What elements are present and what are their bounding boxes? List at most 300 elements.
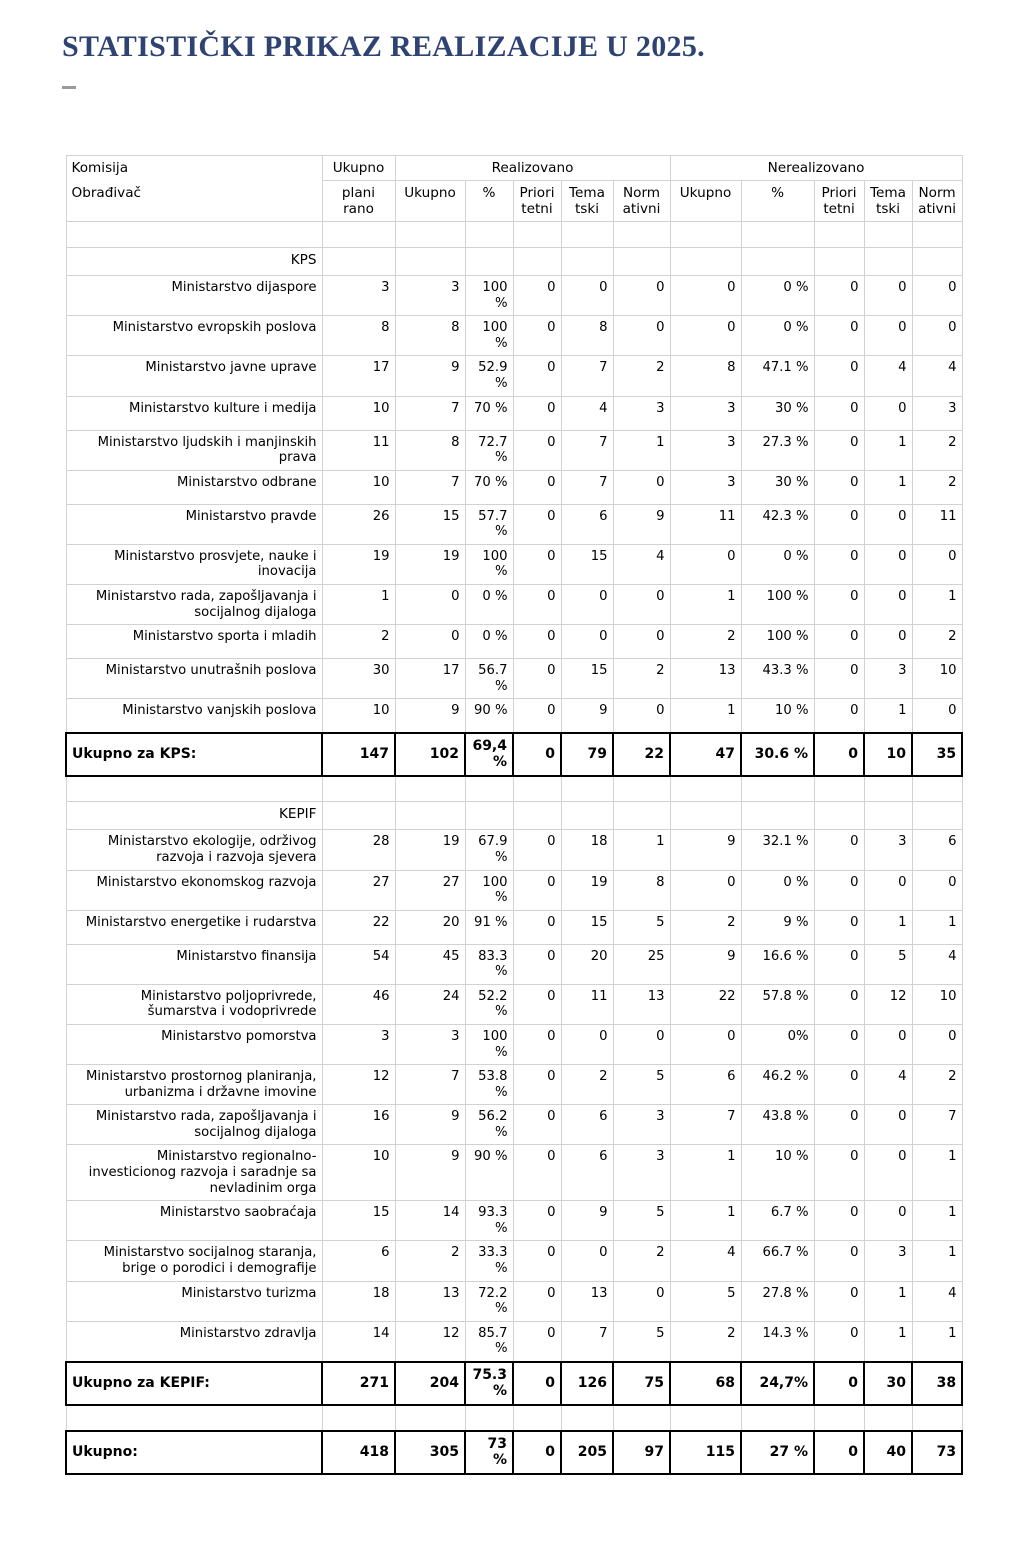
cell-nerealizovano-prioritetni: 0 xyxy=(814,430,864,470)
cell-realizovano-ukupno: 7 xyxy=(395,1065,465,1105)
cell-nerealizovano-normativni: 11 xyxy=(912,504,962,544)
cell-nerealizovano-tematski: 30 xyxy=(864,1362,912,1405)
cell-realizovano-prioritetni: 0 xyxy=(513,1431,561,1474)
cell-nerealizovano-tematski: 3 xyxy=(864,830,912,870)
ministry-name: Ministarstvo socijalnog staranja, brige o porodici i demografije xyxy=(66,1241,322,1281)
cell-realizovano-prioritetni: 0 xyxy=(513,984,561,1024)
section-spacer-row xyxy=(66,776,962,802)
cell-realizovano-ukupno: 17 xyxy=(395,659,465,699)
cell-realizovano-percent: 69,4 % xyxy=(465,733,513,776)
cell-nerealizovano-prioritetni: 0 xyxy=(814,544,864,584)
empty-cell xyxy=(513,776,561,802)
cell-realizovano-ukupno: 7 xyxy=(395,470,465,504)
ministry-name: Ministarstvo dijaspore xyxy=(66,276,322,316)
table-header xyxy=(66,156,962,222)
header-realizovano-ukupno: Ukupno xyxy=(395,181,465,222)
cell-realizovano-prioritetni: 0 xyxy=(513,504,561,544)
cell-nerealizovano-percent: 0 % xyxy=(741,276,814,316)
ministry-name: Ministarstvo ljudskih i manjinskih prava xyxy=(66,430,322,470)
cell-nerealizovano-normativni: 0 xyxy=(912,544,962,584)
table-row xyxy=(66,276,962,316)
ministry-name: Ministarstvo finansija xyxy=(66,944,322,984)
cell-nerealizovano-ukupno: 2 xyxy=(670,625,741,659)
empty-cell xyxy=(864,776,912,802)
cell-nerealizovano-prioritetni: 0 xyxy=(814,1431,864,1474)
cell-nerealizovano-tematski: 0 xyxy=(864,870,912,910)
cell-planirano: 6 xyxy=(322,1241,395,1281)
cell-nerealizovano-prioritetni: 0 xyxy=(814,276,864,316)
empty-cell xyxy=(864,802,912,830)
table-row xyxy=(66,430,962,470)
empty-cell xyxy=(670,248,741,276)
cell-realizovano-percent: 53.8 % xyxy=(465,1065,513,1105)
empty-cell xyxy=(465,802,513,830)
cell-realizovano-prioritetni: 0 xyxy=(513,430,561,470)
cell-realizovano-ukupno: 20 xyxy=(395,910,465,944)
cell-realizovano-normativni: 3 xyxy=(613,396,670,430)
cell-nerealizovano-normativni: 10 xyxy=(912,984,962,1024)
ministry-name: Ministarstvo prostornog planiranja, urbanizma i državne imovine xyxy=(66,1065,322,1105)
cell-planirano: 15 xyxy=(322,1201,395,1241)
empty-cell xyxy=(864,222,912,248)
cell-nerealizovano-tematski: 3 xyxy=(864,659,912,699)
cell-realizovano-tematski: 6 xyxy=(561,1145,613,1201)
cell-realizovano-percent: 85.7 % xyxy=(465,1321,513,1362)
cell-nerealizovano-prioritetni: 0 xyxy=(814,1362,864,1405)
ministry-name: Ministarstvo vanjskih poslova xyxy=(66,699,322,733)
empty-cell xyxy=(670,222,741,248)
cell-realizovano-ukupno: 12 xyxy=(395,1321,465,1362)
total-row xyxy=(66,1431,962,1474)
cell-realizovano-normativni: 0 xyxy=(613,625,670,659)
cell-realizovano-prioritetni: 0 xyxy=(513,544,561,584)
cell-nerealizovano-percent: 47.1 % xyxy=(741,356,814,396)
cell-nerealizovano-prioritetni: 0 xyxy=(814,470,864,504)
cell-nerealizovano-normativni: 2 xyxy=(912,430,962,470)
cell-planirano: 3 xyxy=(322,1025,395,1065)
cell-planirano: 18 xyxy=(322,1281,395,1321)
table-row xyxy=(66,504,962,544)
table-row xyxy=(66,910,962,944)
cell-nerealizovano-normativni: 0 xyxy=(912,870,962,910)
cell-nerealizovano-tematski: 0 xyxy=(864,1145,912,1201)
cell-nerealizovano-ukupno: 11 xyxy=(670,504,741,544)
empty-cell xyxy=(613,1405,670,1431)
cell-nerealizovano-percent: 27 % xyxy=(741,1431,814,1474)
cell-nerealizovano-ukupno: 115 xyxy=(670,1431,741,1474)
cell-nerealizovano-normativni: 1 xyxy=(912,1321,962,1362)
cell-planirano: 10 xyxy=(322,470,395,504)
cell-realizovano-percent: 70 % xyxy=(465,396,513,430)
cell-realizovano-percent: 0 % xyxy=(465,625,513,659)
empty-cell xyxy=(561,802,613,830)
cell-nerealizovano-normativni: 3 xyxy=(912,396,962,430)
cell-realizovano-ukupno: 15 xyxy=(395,504,465,544)
header-planirano: plani rano xyxy=(322,181,395,222)
empty-cell xyxy=(670,1405,741,1431)
cell-realizovano-prioritetni: 0 xyxy=(513,585,561,625)
cell-nerealizovano-percent: 0 % xyxy=(741,544,814,584)
empty-cell xyxy=(395,1405,465,1431)
cell-nerealizovano-percent: 100 % xyxy=(741,625,814,659)
cell-realizovano-percent: 56.7 % xyxy=(465,659,513,699)
cell-nerealizovano-normativni: 4 xyxy=(912,1281,962,1321)
cell-nerealizovano-tematski: 0 xyxy=(864,316,912,356)
cell-nerealizovano-prioritetni: 0 xyxy=(814,910,864,944)
cell-realizovano-tematski: 9 xyxy=(561,699,613,733)
empty-cell xyxy=(561,248,613,276)
cell-nerealizovano-prioritetni: 0 xyxy=(814,830,864,870)
cell-nerealizovano-tematski: 0 xyxy=(864,544,912,584)
cell-planirano: 418 xyxy=(322,1431,395,1474)
cell-nerealizovano-ukupno: 1 xyxy=(670,1201,741,1241)
cell-nerealizovano-prioritetni: 0 xyxy=(814,1145,864,1201)
cell-realizovano-normativni: 75 xyxy=(613,1362,670,1405)
cell-nerealizovano-percent: 10 % xyxy=(741,1145,814,1201)
table-row xyxy=(66,1281,962,1321)
cell-nerealizovano-tematski: 0 xyxy=(864,585,912,625)
cell-realizovano-percent: 73 % xyxy=(465,1431,513,1474)
cell-nerealizovano-ukupno: 0 xyxy=(670,276,741,316)
cell-realizovano-prioritetni: 0 xyxy=(513,659,561,699)
cell-realizovano-percent: 90 % xyxy=(465,1145,513,1201)
cell-realizovano-prioritetni: 0 xyxy=(513,625,561,659)
cell-nerealizovano-normativni: 1 xyxy=(912,1241,962,1281)
statistics-table xyxy=(65,155,963,1475)
cell-planirano: 147 xyxy=(322,733,395,776)
cell-realizovano-prioritetni: 0 xyxy=(513,910,561,944)
empty-cell xyxy=(322,802,395,830)
cell-nerealizovano-tematski: 0 xyxy=(864,396,912,430)
cell-planirano: 3 xyxy=(322,276,395,316)
cell-nerealizovano-prioritetni: 0 xyxy=(814,1025,864,1065)
cell-nerealizovano-normativni: 1 xyxy=(912,1201,962,1241)
empty-cell xyxy=(465,776,513,802)
cell-nerealizovano-percent: 32.1 % xyxy=(741,830,814,870)
empty-cell xyxy=(66,776,322,802)
empty-cell xyxy=(741,1405,814,1431)
cell-realizovano-prioritetni: 0 xyxy=(513,733,561,776)
cell-nerealizovano-normativni: 2 xyxy=(912,625,962,659)
table-row xyxy=(66,944,962,984)
cell-realizovano-tematski: 8 xyxy=(561,316,613,356)
cell-planirano: 12 xyxy=(322,1065,395,1105)
cell-realizovano-percent: 100 % xyxy=(465,316,513,356)
cell-nerealizovano-prioritetni: 0 xyxy=(814,396,864,430)
cell-realizovano-ukupno: 13 xyxy=(395,1281,465,1321)
cell-realizovano-prioritetni: 0 xyxy=(513,1025,561,1065)
cell-nerealizovano-percent: 43.3 % xyxy=(741,659,814,699)
cell-realizovano-normativni: 25 xyxy=(613,944,670,984)
ministry-name: Ministarstvo kulture i medija xyxy=(66,396,322,430)
cell-nerealizovano-normativni: 0 xyxy=(912,316,962,356)
cell-realizovano-normativni: 3 xyxy=(613,1145,670,1201)
cell-realizovano-normativni: 9 xyxy=(613,504,670,544)
empty-cell xyxy=(395,248,465,276)
cell-nerealizovano-tematski: 0 xyxy=(864,276,912,316)
total-label: Ukupno: xyxy=(66,1431,322,1474)
cell-nerealizovano-normativni: 1 xyxy=(912,910,962,944)
table-row xyxy=(66,1321,962,1362)
cell-realizovano-normativni: 5 xyxy=(613,1201,670,1241)
cell-realizovano-percent: 0 % xyxy=(465,585,513,625)
header-obradjivac-label: Obrađivač xyxy=(71,185,142,202)
empty-cell xyxy=(322,248,395,276)
cell-realizovano-percent: 91 % xyxy=(465,910,513,944)
cell-realizovano-tematski: 126 xyxy=(561,1362,613,1405)
cell-nerealizovano-percent: 0 % xyxy=(741,316,814,356)
cell-nerealizovano-prioritetni: 0 xyxy=(814,1201,864,1241)
cell-nerealizovano-normativni: 2 xyxy=(912,1065,962,1105)
cell-planirano: 10 xyxy=(322,1145,395,1201)
cell-realizovano-normativni: 0 xyxy=(613,699,670,733)
cell-realizovano-normativni: 0 xyxy=(613,316,670,356)
cell-realizovano-tematski: 13 xyxy=(561,1281,613,1321)
cell-nerealizovano-percent: 27.3 % xyxy=(741,430,814,470)
cell-nerealizovano-prioritetni: 0 xyxy=(814,1105,864,1145)
cell-nerealizovano-percent: 46.2 % xyxy=(741,1065,814,1105)
cell-nerealizovano-prioritetni: 0 xyxy=(814,1241,864,1281)
table-row xyxy=(66,699,962,733)
cell-nerealizovano-prioritetni: 0 xyxy=(814,1281,864,1321)
cell-nerealizovano-tematski: 10 xyxy=(864,733,912,776)
cell-nerealizovano-tematski: 1 xyxy=(864,430,912,470)
table-row xyxy=(66,544,962,584)
cell-nerealizovano-tematski: 4 xyxy=(864,1065,912,1105)
cell-nerealizovano-percent: 0% xyxy=(741,1025,814,1065)
cell-nerealizovano-ukupno: 22 xyxy=(670,984,741,1024)
cell-realizovano-tematski: 7 xyxy=(561,470,613,504)
table-row xyxy=(66,870,962,910)
cell-nerealizovano-normativni: 0 xyxy=(912,276,962,316)
cell-nerealizovano-normativni: 35 xyxy=(912,733,962,776)
cell-nerealizovano-ukupno: 5 xyxy=(670,1281,741,1321)
header-nerealizovano-tematski: Tema tski xyxy=(864,181,912,222)
cell-nerealizovano-tematski: 0 xyxy=(864,1201,912,1241)
cell-nerealizovano-ukupno: 0 xyxy=(670,544,741,584)
total-label: Ukupno za KEPIF: xyxy=(66,1362,322,1405)
cell-planirano: 30 xyxy=(322,659,395,699)
cell-nerealizovano-ukupno: 0 xyxy=(670,316,741,356)
empty-cell xyxy=(395,776,465,802)
header-realizovano-group: Realizovano xyxy=(395,156,670,181)
cell-realizovano-percent: 93.3 % xyxy=(465,1201,513,1241)
cell-realizovano-normativni: 0 xyxy=(613,470,670,504)
cell-planirano: 17 xyxy=(322,356,395,396)
cell-realizovano-percent: 100 % xyxy=(465,1025,513,1065)
cell-realizovano-ukupno: 14 xyxy=(395,1201,465,1241)
cell-nerealizovano-normativni: 0 xyxy=(912,699,962,733)
cell-planirano: 8 xyxy=(322,316,395,356)
cell-realizovano-percent: 100 % xyxy=(465,276,513,316)
cell-realizovano-ukupno: 2 xyxy=(395,1241,465,1281)
cell-realizovano-tematski: 7 xyxy=(561,1321,613,1362)
cell-realizovano-normativni: 8 xyxy=(613,870,670,910)
cell-nerealizovano-tematski: 0 xyxy=(864,625,912,659)
cell-realizovano-tematski: 15 xyxy=(561,659,613,699)
cell-realizovano-prioritetni: 0 xyxy=(513,316,561,356)
cell-nerealizovano-prioritetni: 0 xyxy=(814,699,864,733)
header-row-groups xyxy=(66,156,962,181)
table-row xyxy=(66,316,962,356)
cell-realizovano-normativni: 2 xyxy=(613,356,670,396)
cell-realizovano-tematski: 0 xyxy=(561,1241,613,1281)
cell-nerealizovano-tematski: 1 xyxy=(864,910,912,944)
cell-realizovano-ukupno: 3 xyxy=(395,276,465,316)
cell-realizovano-ukupno: 9 xyxy=(395,699,465,733)
cell-realizovano-tematski: 15 xyxy=(561,544,613,584)
cell-nerealizovano-ukupno: 1 xyxy=(670,699,741,733)
cell-nerealizovano-tematski: 0 xyxy=(864,1025,912,1065)
empty-cell xyxy=(864,248,912,276)
cell-realizovano-ukupno: 24 xyxy=(395,984,465,1024)
cell-realizovano-tematski: 18 xyxy=(561,830,613,870)
empty-cell xyxy=(322,776,395,802)
cell-realizovano-normativni: 97 xyxy=(613,1431,670,1474)
cell-realizovano-percent: 56.2 % xyxy=(465,1105,513,1145)
ministry-name: Ministarstvo pomorstva xyxy=(66,1025,322,1065)
cell-realizovano-prioritetni: 0 xyxy=(513,396,561,430)
empty-cell xyxy=(741,776,814,802)
empty-cell xyxy=(561,1405,613,1431)
cell-realizovano-ukupno: 8 xyxy=(395,430,465,470)
empty-cell xyxy=(395,802,465,830)
cell-realizovano-prioritetni: 0 xyxy=(513,356,561,396)
page-title: STATISTIČKI PRIKAZ REALIZACIJE U 2025. xyxy=(62,30,705,63)
table-row xyxy=(66,396,962,430)
cell-nerealizovano-tematski: 40 xyxy=(864,1431,912,1474)
cell-realizovano-percent: 100 % xyxy=(465,870,513,910)
cell-realizovano-tematski: 7 xyxy=(561,356,613,396)
empty-cell xyxy=(513,802,561,830)
cell-realizovano-normativni: 0 xyxy=(613,1281,670,1321)
empty-cell xyxy=(613,222,670,248)
cell-realizovano-prioritetni: 0 xyxy=(513,1065,561,1105)
cell-nerealizovano-ukupno: 8 xyxy=(670,356,741,396)
table-row xyxy=(66,659,962,699)
cell-planirano: 10 xyxy=(322,699,395,733)
header-nerealizovano-normativni: Norm ativni xyxy=(912,181,962,222)
cell-realizovano-normativni: 2 xyxy=(613,659,670,699)
cell-nerealizovano-percent: 66.7 % xyxy=(741,1241,814,1281)
cell-nerealizovano-tematski: 1 xyxy=(864,1281,912,1321)
cell-realizovano-ukupno: 45 xyxy=(395,944,465,984)
cell-nerealizovano-ukupno: 13 xyxy=(670,659,741,699)
ministry-name: Ministarstvo saobraćaja xyxy=(66,1201,322,1241)
cell-realizovano-normativni: 0 xyxy=(613,1025,670,1065)
cell-realizovano-normativni: 4 xyxy=(613,544,670,584)
cell-nerealizovano-ukupno: 3 xyxy=(670,430,741,470)
empty-cell xyxy=(613,776,670,802)
cell-realizovano-ukupno: 204 xyxy=(395,1362,465,1405)
ministry-name: Ministarstvo prosvjete, nauke i inovacija xyxy=(66,544,322,584)
cell-nerealizovano-prioritetni: 0 xyxy=(814,585,864,625)
header-nerealizovano-prioritetni: Priori tetni xyxy=(814,181,864,222)
cell-realizovano-percent: 33.3 % xyxy=(465,1241,513,1281)
cell-realizovano-normativni: 5 xyxy=(613,910,670,944)
empty-cell xyxy=(322,222,395,248)
cell-realizovano-prioritetni: 0 xyxy=(513,870,561,910)
cell-realizovano-ukupno: 305 xyxy=(395,1431,465,1474)
cell-realizovano-tematski: 0 xyxy=(561,1025,613,1065)
ministry-name: Ministarstvo ekologije, održivog razvoja i razvoja sjevera xyxy=(66,830,322,870)
cell-realizovano-percent: 70 % xyxy=(465,470,513,504)
cell-realizovano-normativni: 1 xyxy=(613,830,670,870)
cell-nerealizovano-tematski: 4 xyxy=(864,356,912,396)
total-label: Ukupno za KPS: xyxy=(66,733,322,776)
header-realizovano-tematski: Tema tski xyxy=(561,181,613,222)
cell-realizovano-percent: 75.3 % xyxy=(465,1362,513,1405)
ministry-name: Ministarstvo sporta i mladih xyxy=(66,625,322,659)
cell-realizovano-ukupno: 0 xyxy=(395,625,465,659)
empty-cell xyxy=(741,248,814,276)
cell-realizovano-normativni: 3 xyxy=(613,1105,670,1145)
cell-nerealizovano-percent: 30.6 % xyxy=(741,733,814,776)
cell-nerealizovano-normativni: 73 xyxy=(912,1431,962,1474)
table-row xyxy=(66,830,962,870)
cell-realizovano-prioritetni: 0 xyxy=(513,1241,561,1281)
empty-cell xyxy=(322,1405,395,1431)
cell-planirano: 16 xyxy=(322,1105,395,1145)
table-row xyxy=(66,984,962,1024)
cell-realizovano-tematski: 15 xyxy=(561,910,613,944)
cell-realizovano-normativni: 0 xyxy=(613,585,670,625)
cell-nerealizovano-tematski: 5 xyxy=(864,944,912,984)
cell-realizovano-tematski: 0 xyxy=(561,276,613,316)
empty-cell xyxy=(66,1405,322,1431)
empty-cell xyxy=(513,1405,561,1431)
cell-nerealizovano-percent: 27.8 % xyxy=(741,1281,814,1321)
total-row xyxy=(66,733,962,776)
cell-realizovano-ukupno: 9 xyxy=(395,1145,465,1201)
cell-nerealizovano-ukupno: 9 xyxy=(670,830,741,870)
cell-nerealizovano-ukupno: 47 xyxy=(670,733,741,776)
cell-nerealizovano-normativni: 7 xyxy=(912,1105,962,1145)
section-label: KPS xyxy=(66,248,322,276)
empty-cell xyxy=(465,248,513,276)
cell-nerealizovano-ukupno: 1 xyxy=(670,1145,741,1201)
cell-nerealizovano-ukupno: 0 xyxy=(670,1025,741,1065)
cell-nerealizovano-percent: 0 % xyxy=(741,870,814,910)
cell-realizovano-ukupno: 27 xyxy=(395,870,465,910)
cell-nerealizovano-prioritetni: 0 xyxy=(814,356,864,396)
cell-nerealizovano-prioritetni: 0 xyxy=(814,1321,864,1362)
cell-realizovano-tematski: 7 xyxy=(561,430,613,470)
empty-cell xyxy=(670,776,741,802)
cell-nerealizovano-percent: 43.8 % xyxy=(741,1105,814,1145)
cell-realizovano-tematski: 9 xyxy=(561,1201,613,1241)
table-row xyxy=(66,1105,962,1145)
cell-nerealizovano-prioritetni: 0 xyxy=(814,984,864,1024)
cell-planirano: 11 xyxy=(322,430,395,470)
cell-planirano: 2 xyxy=(322,625,395,659)
cell-nerealizovano-tematski: 1 xyxy=(864,470,912,504)
cell-nerealizovano-prioritetni: 0 xyxy=(814,944,864,984)
empty-cell xyxy=(814,248,864,276)
cell-realizovano-prioritetni: 0 xyxy=(513,1105,561,1145)
cell-realizovano-tematski: 205 xyxy=(561,1431,613,1474)
header-komisija-obradjivac xyxy=(66,156,322,222)
cell-nerealizovano-prioritetni: 0 xyxy=(814,733,864,776)
empty-cell xyxy=(513,222,561,248)
cell-planirano: 19 xyxy=(322,544,395,584)
cell-realizovano-prioritetni: 0 xyxy=(513,470,561,504)
empty-cell xyxy=(864,1405,912,1431)
cell-nerealizovano-prioritetni: 0 xyxy=(814,659,864,699)
cell-realizovano-tematski: 4 xyxy=(561,396,613,430)
cell-nerealizovano-percent: 24,7% xyxy=(741,1362,814,1405)
cell-nerealizovano-normativni: 2 xyxy=(912,470,962,504)
